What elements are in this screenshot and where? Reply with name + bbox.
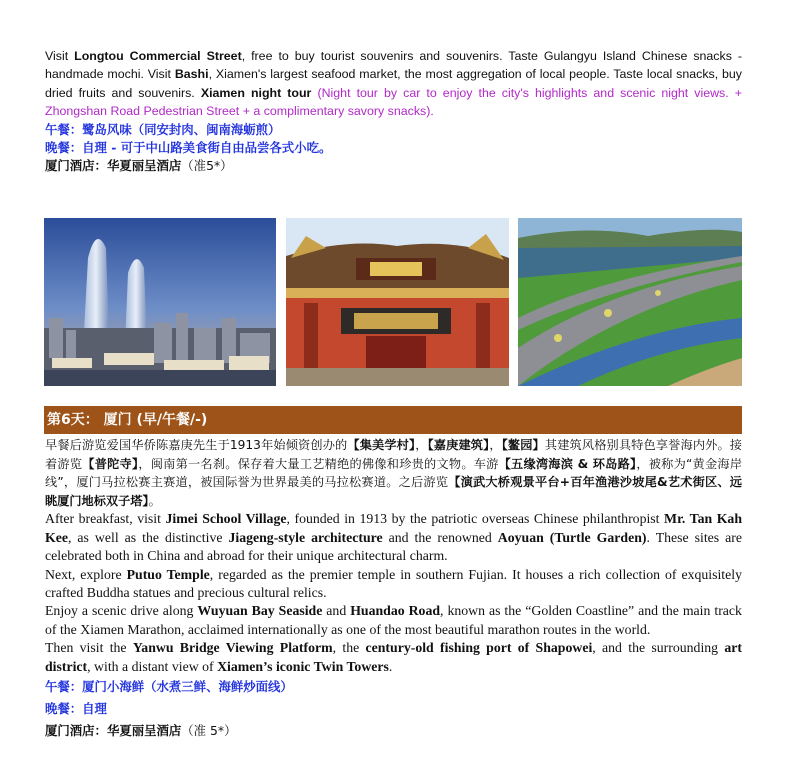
text: , with a distant view of — [87, 658, 218, 674]
text: Enjoy a scenic drive along — [45, 603, 198, 619]
highlight: 【集美学村】 — [347, 438, 416, 452]
night-tour-details: (Night tour by car to enjoy the city's highlights and scenic night views. + Zhongshan Road Pedestrian Street + a complimentary savory snacks). — [45, 85, 742, 119]
hotel-rating: （准 5*） — [181, 723, 237, 739]
dinner-line: 晚餐：自理 - 可于中山路美食街自由品尝各式小吃。 — [45, 140, 332, 156]
en-paragraph-3 — [45, 602, 742, 639]
highlight-night-tour: Xiamen night tour — [200, 85, 312, 100]
photo-strip — [44, 218, 742, 386]
highlight: Huandao Road — [350, 603, 441, 619]
highlight: Jiageng-style architecture — [228, 529, 383, 545]
highlight: 【普陀寺】 — [82, 456, 139, 471]
highlight: Mr. Tan Kah Kee — [45, 511, 743, 545]
photo-twin-towers — [44, 218, 276, 386]
highlight: 【嘉庚建筑】 — [427, 438, 490, 452]
text: Visit — [45, 49, 75, 63]
text: ， — [415, 438, 428, 452]
en-paragraph-4 — [45, 639, 742, 676]
highlight-longtou: Longtou Commercial Street — [74, 49, 242, 63]
text: ， — [489, 438, 502, 452]
en-paragraph-1 — [45, 510, 742, 565]
hotel-line — [45, 157, 742, 175]
photo-coastal-road — [518, 218, 742, 386]
highlight: Aoyuan (Turtle Garden) — [497, 529, 647, 545]
hotel-label: 厦门酒店：华夏丽呈酒店 — [45, 158, 182, 174]
highlight: Yanwu Bridge Viewing Platform — [132, 640, 333, 656]
highlight: century-old fishing port of Shapowei — [365, 640, 593, 656]
photo-temple — [286, 218, 509, 386]
highlight: 【鳌园】 — [501, 438, 545, 452]
text: and the renowned — [382, 529, 498, 545]
en-paragraph-2 — [45, 566, 742, 603]
text: . These sites are celebrated both in China and abroad for their unique architectural charm. — [45, 529, 742, 564]
highlight-bashi: Bashi — [174, 67, 209, 82]
day-6-body — [45, 436, 742, 742]
text: , and the surrounding — [592, 640, 725, 656]
cn-itinerary-paragraph — [45, 436, 742, 510]
text: , founded in 1913 by the patriotic overseas Chinese philanthropist — [286, 511, 665, 527]
text: . — [388, 658, 393, 674]
text: , regarded as the premier temple in southern Fujian. It houses a rich collection of exquisitely crafted Buddha statues and precious cultural relics. — [45, 566, 742, 600]
highlight: Xiamen’s iconic Twin Towers — [217, 658, 389, 674]
day-6-lunch: 午餐：厦门小海鲜（水煮三鲜、海鲜炒面线） — [45, 679, 293, 695]
text: , as well as the distinctive — [67, 529, 229, 545]
text: Next, explore — [45, 566, 127, 582]
text: 。 — [148, 493, 161, 508]
hotel-rating: （准5*） — [181, 158, 233, 174]
text: , known as the “Golden Coastline” and the main track of the Xiamen Marathon, acclaimed internationally as one of the most beautiful marathon routes in the world. — [45, 603, 742, 637]
text: , Xiamen's largest seafood market, the most aggregation of local people. Taste local snacks, buy dried fruits and souvenirs. — [45, 67, 742, 100]
highlight: art district — [45, 640, 742, 674]
text: 早餐后游览爱国华侨陈嘉庚先生于1913年始倾资创办的 — [45, 438, 348, 452]
text: ，闽南第一名刹。保存着大量工艺精绝的佛像和珍贵的文物。车游 — [138, 456, 499, 471]
intro-paragraph — [45, 47, 742, 121]
intro-section — [45, 47, 742, 176]
day-6-hotel — [45, 720, 742, 742]
text: , free to buy tourist souvenirs and souvenirs. Taste Gulangyu Island Chinese snacks - handmade mochi. Visit — [45, 49, 742, 82]
text: , the — [332, 640, 366, 656]
text: and — [322, 603, 351, 619]
highlight: Jimei School Village — [165, 511, 287, 527]
text: 其建筑风格别具特色享誉海内外。接着游览 — [45, 438, 742, 471]
highlight: Wuyuan Bay Seaside — [197, 603, 323, 619]
hotel-label: 厦门酒店：华夏丽呈酒店 — [45, 723, 182, 739]
day-6-header: 第6天： 厦门 (早/午餐/-) — [44, 406, 742, 434]
text: Then visit the — [45, 640, 133, 656]
lunch-line: 午餐：鹭岛风味（同安封肉、闽南海蛎煎） — [45, 121, 281, 137]
day-6-dinner: 晚餐：自理 — [45, 701, 107, 717]
text: After breakfast, visit — [45, 511, 166, 527]
highlight: Putuo Temple — [126, 566, 210, 582]
text: ，被称为“黄金海岸线”，厦门马拉松赛主赛道，被国际誉为世界最美的马拉松赛道。之后游览 — [45, 456, 743, 490]
highlight: 【五缘湾海滨 & 环岛路】 — [498, 456, 637, 471]
highlight: 【演武大桥观景平台+百年渔港沙坡尾&艺术街区、远眺厦门地标双子塔】 — [45, 475, 742, 508]
